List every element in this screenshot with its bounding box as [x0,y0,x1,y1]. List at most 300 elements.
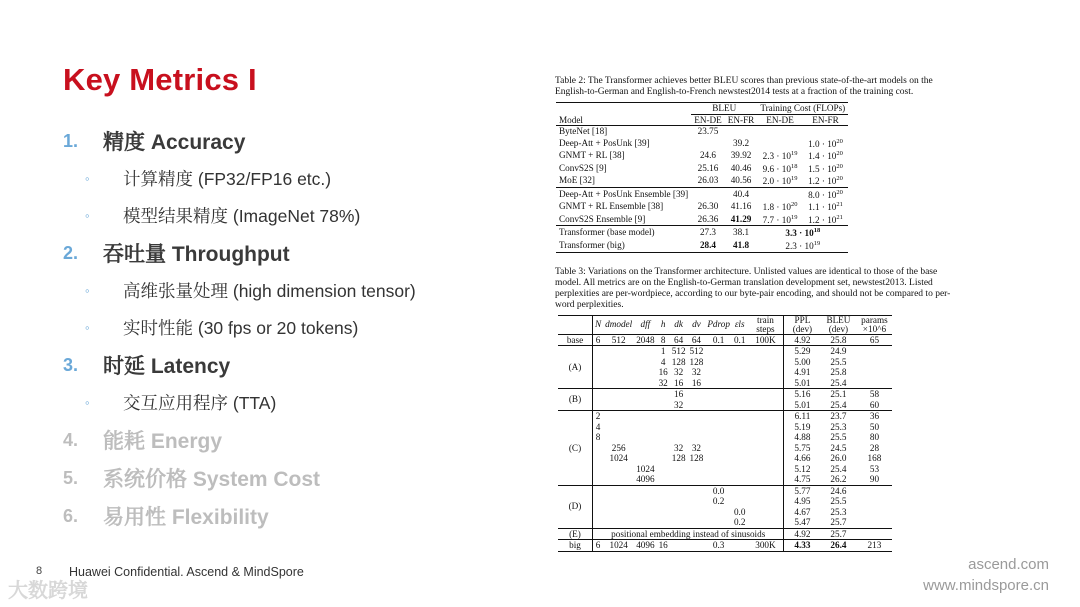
table2-cost-fr: $8.0 \cdot 10^{20}$ [803,187,848,200]
outline-item-2 [63,234,533,272]
table3-cell: 16 [691,377,702,388]
table-row [558,334,892,346]
table3-cell: 64 [688,334,706,346]
table3-cell [593,367,604,378]
table2-bleu-de [691,137,725,150]
footer-url-mindspore: www.mindspore.cn [923,577,1049,594]
table3-cell: 5.47 [794,517,811,528]
table3-cell: 4096 [636,540,655,551]
table3-cell [732,400,747,411]
table3-cell [705,389,732,400]
table3-cell [705,443,732,454]
table3-header: dv [688,315,706,334]
table3-cell [593,485,604,496]
table3-cell [634,507,656,518]
table3-cell [747,485,784,496]
table3-cell [593,507,604,518]
table3-cell [747,453,784,464]
outline-item-5 [63,459,533,497]
table3-cell [856,378,892,389]
table2-bleu-fr: 39.2 [733,137,750,148]
table2-model-cell: ConvS2S Ensemble [9] [559,213,646,224]
table3-cell: 60 [869,399,880,410]
table3-cell: 26.2 [830,474,847,485]
table3-cell [657,464,670,475]
table3-cell: 128 [689,453,704,464]
table2-model-cell: ConvS2S [9] [559,162,607,173]
table-row [556,149,848,162]
table3-cell: 4 [660,356,666,367]
outline-subitem-label: 模型结果精度 (ImageNet 78%) [123,206,361,226]
table3-cell [634,453,656,464]
table2-bleu-de: 24.6 [699,150,717,161]
table-row [558,432,892,443]
table2-cost-de [757,187,802,200]
outline-label: 系统价格 System Cost [103,468,321,491]
table3-cell [603,346,634,357]
table3-cell [657,507,670,518]
table3-cell [705,507,732,518]
table3-cell [657,422,670,433]
table3-cell: 128 [671,356,686,367]
table3-cell [732,389,747,400]
table3-cell: 16 [670,389,688,400]
outline-subitem-label: 实时性能 (30 fps or 20 tokens) [123,318,359,338]
table3-cell: 64 [670,334,688,346]
table3-cell: 512 [671,346,686,357]
outline-label: 时延 Latency [103,355,231,378]
table3-cell: 4 [595,421,601,432]
table3-cell [688,517,706,528]
table2-cost-de: $9.6 \cdot 10^{18}$ [762,162,798,174]
table3-cell: 25.3 [830,506,847,517]
table3-cell [634,517,656,528]
table-row [558,453,892,464]
table2-cost-de: $1.8 \cdot 10^{20}$ [762,201,798,213]
table3-cell [856,346,892,357]
bullet-icon: ◦ [85,208,90,223]
table3-cell: 5.77 [784,485,821,496]
table3-cell [634,357,656,368]
table3-cell: 65 [856,334,892,346]
table3-cell: 8 [595,432,601,443]
table3-cell [634,443,656,454]
table3-header: dk [670,315,688,334]
table2-bleu-de: 28.4 [691,239,725,252]
table3-cell: 36 [856,411,892,422]
outline-subitem-label: 计算精度 (FP32/FP16 etc.) [123,169,332,189]
table3-cell [688,422,706,433]
table2-bleu-header: BLEU [691,103,757,115]
table3-cell [688,485,706,496]
table3-cell [856,357,892,368]
table3-group-label: (E) [558,528,593,540]
table3-cell [603,378,634,389]
table3-cell [732,496,747,507]
table2-model-cell: Transformer (base model) [556,226,691,239]
table-row [558,485,892,496]
table3-cell: 5.01 [794,399,811,410]
table3-cell: 25.7 [820,528,856,540]
table3-cell [657,485,670,496]
table3-cell: positional embedding instead of sinusoids [593,528,784,540]
outline-number: 2. [63,242,79,263]
table3-header: N [593,315,604,334]
table2-bleu-de: 23.75 [691,126,725,137]
table3-group-label: big [558,540,593,552]
table3-cell [603,411,634,422]
table2-bleu-de: 26.36 [697,213,719,224]
table3-cell [732,464,747,475]
table2-bleu-de: 27.3 [691,226,725,239]
footer-confidential: Huawei Confidential. Ascend & MindSpore [69,565,304,579]
table3-cell [657,496,670,507]
table3-cell [670,474,688,485]
table2-cost: $3.3 \cdot 10^{18}$ [757,226,848,239]
table3-cell: 6 [593,334,604,346]
table3-cell: 25.8 [820,334,856,346]
outline-subitem [63,384,533,421]
table3-cell [603,422,634,433]
table3-cell: 4.33 [784,540,821,552]
table-row [556,187,848,200]
table2-model-cell: Deep-Att + PosUnk Ensemble [39] [556,187,691,200]
table3-cell [705,422,732,433]
table3-cell: 4.92 [784,528,821,540]
table3-cell [593,357,604,368]
table3-cell [657,411,670,422]
table3-cell [603,474,634,485]
table3-cell [732,367,747,378]
bullet-icon: ◦ [85,320,90,335]
table3-cell [705,411,732,422]
table-row [558,378,892,389]
table3-cell [705,464,732,475]
table-row [556,137,848,150]
table-row [558,540,892,552]
table3-cell [634,411,656,422]
table3-cell [688,432,706,443]
table-row [558,496,892,507]
table3-cell: 5.12 [794,463,811,474]
table2-bleu-de [691,187,725,200]
table3-cell: 16 [658,540,668,551]
bullet-icon: ◦ [85,171,90,186]
table3-cell [688,389,706,400]
table2-header-row [556,103,848,115]
page-number: 8 [36,565,43,577]
table3-cell [856,496,892,507]
table2-bleu-fr: 40.56 [730,175,752,186]
table3-cell: 90 [869,474,880,485]
table3-cell: 32 [691,367,702,378]
table3-cell: 5.16 [784,389,821,400]
outline-subitem [63,160,533,197]
table3-cell: 24.6 [820,485,856,496]
table3-cell [634,432,656,443]
table3-cell [705,378,732,389]
table3-cell [747,378,784,389]
table2-subheader: EN-DE [757,114,802,126]
table2-model-cell: GNMT + RL Ensemble [38] [559,201,664,212]
table3-header: train steps [747,315,784,334]
table3-cell [603,507,634,518]
table-row [556,239,848,252]
table-row [558,443,892,454]
table3-cell: 32 [674,442,684,453]
table2-cost-fr: $1.4 \cdot 10^{20}$ [808,150,843,162]
table3-cell [657,443,670,454]
table3-cell [670,411,688,422]
table3-cell: 28 [869,442,880,453]
table3-cell: 2048 [636,334,655,345]
table3-cell: 512 [689,346,704,357]
table2-cost-de [757,126,802,137]
table3-cell [603,485,634,496]
table2-bleu-fr: 41.8 [725,239,758,252]
table2-cost-fr: $1.2 \cdot 10^{21}$ [808,213,843,225]
table-row [558,464,892,475]
table3-cell [603,389,634,400]
table3-cell [657,432,670,443]
table3-cell [670,507,688,518]
table3-cell [603,432,634,443]
table2-cost-header: Training Cost (FLOPs) [757,103,848,115]
table3-cell: 26.4 [820,540,856,552]
table-row [558,507,892,518]
table3-cell [705,432,732,443]
outline-item-1 [63,122,533,160]
table3-cell [603,496,634,507]
table3-cell: 4.67 [794,506,811,517]
table3-cell: 5.01 [794,377,811,388]
table3-header: h [657,315,670,334]
table3-cell [593,443,604,454]
table3-header: BLEU (dev) [820,315,856,334]
outline-subitem [63,309,533,346]
table3-cell: 25.5 [830,432,847,443]
table3-cell: 0.0 [733,506,746,517]
table3-cell [747,443,784,454]
outline-number: 6. [63,505,79,526]
table2-bleu-fr: 41.16 [730,201,752,212]
table3-cell [657,453,670,464]
table3-cell: 25.1 [820,389,856,400]
table3-cell: 58 [856,389,892,400]
table2-bleu-de: 26.03 [697,175,719,186]
table3-cell [747,517,784,528]
table2-cost-de: $2.3 \cdot 10^{19}$ [762,150,798,162]
table2-model-cell: MoE [32] [559,175,595,186]
table3-cell: 50 [869,421,880,432]
table3-cell: 80 [869,432,880,443]
table-row [558,357,892,368]
table3-cell [705,453,732,464]
table3 [558,315,892,552]
table3-cell: 4.95 [794,496,811,507]
outline-number: 3. [63,354,79,375]
table3-cell [856,485,892,496]
table3-cell [747,346,784,357]
table3-header: PPL (dev) [784,315,821,334]
outline-item-4 [63,421,533,459]
table3-cell [593,464,604,475]
table3-corner [558,315,593,334]
table3-cell [747,432,784,443]
table2-cost-fr [803,126,848,137]
table3-header: εls [732,315,747,334]
table2-model-cell: GNMT + RL [38] [559,150,625,161]
table3-cell [705,367,732,378]
outline-label: 精度 Accuracy [103,131,246,154]
table3-cell: 25.3 [830,421,847,432]
table3-cell: 300K [747,540,784,552]
table3-cell: 32 [674,399,684,410]
table3-cell: 4.91 [794,367,811,378]
table-row [558,474,892,485]
table2-cost-fr: $1.5 \cdot 10^{20}$ [808,162,843,174]
table-row [558,517,892,528]
table3-cell [670,485,688,496]
table-row [558,528,892,540]
outline-subitem [63,197,533,234]
table3-cell [705,357,732,368]
table3-cell [634,485,656,496]
table-row [558,422,892,433]
table3-cell [603,517,634,528]
table3-cell [593,378,604,389]
table3-cell: 24.9 [820,346,856,357]
outline-label: 易用性 Flexibility [103,506,269,529]
table3-cell: 4.92 [784,334,821,346]
table3-cell [747,400,784,411]
table2-bleu-fr: 39.92 [730,150,752,161]
table3-cell [670,496,688,507]
table3-cell [705,474,732,485]
table2-model-cell: ByteNet [18] [556,126,691,137]
table3-cell [856,528,892,540]
table3-cell [688,400,706,411]
table2 [556,102,848,253]
table3-cell: 128 [671,453,686,464]
table3-cell [688,540,706,552]
table3-header: Pdrop [705,315,732,334]
table3-group-label: (B) [558,389,593,411]
table3-cell [593,389,604,400]
paper-tables [552,76,962,552]
table3-cell [670,540,688,552]
table3-cell [747,389,784,400]
table3-cell: 5.29 [784,346,821,357]
table3-group-label: (A) [558,346,593,389]
table-row [556,126,848,137]
table3-cell: 25.4 [830,463,847,474]
table3-cell [856,517,892,528]
table2-model-cell: Deep-Att + PosUnk [39] [559,137,650,148]
table3-cell [688,464,706,475]
table3-cell: 6 [593,540,604,552]
table2-bleu-de: 25.16 [697,162,719,173]
table3-cell [603,400,634,411]
table3-cell: 25.4 [830,377,847,388]
table3-header: dmodel [603,315,634,334]
table3-cell [634,496,656,507]
table3-cell [705,400,732,411]
outline-label: 吞吐量 Throughput [103,243,290,266]
table3-cell [593,346,604,357]
outline-number: 1. [63,130,79,151]
table3-cell: 168 [867,453,882,464]
table3-cell [634,400,656,411]
table3-cell: 5.19 [794,421,811,432]
table3-cell [732,411,747,422]
table2-model-header: Model [556,103,691,126]
table3-caption: Table 3: Variations on the Transformer architecture. Unlisted values are identical to those of the base model. All metrics are on the English-to-German translation development set, newstest2013. Listed perplexities are per-wordpiece, according to our byte-pair encoding, and should not be compared to per-word perplexities. [555,266,951,310]
table3-cell [634,367,656,378]
table3-cell [634,422,656,433]
table3-cell [603,464,634,475]
table3-cell [856,507,892,518]
table2-cost-de [757,137,802,150]
table3-header: dff [634,315,656,334]
table2-bleu-fr: 41.29 [730,213,752,224]
table3-cell [732,432,747,443]
table-row [556,213,848,226]
outline-subitem [63,272,533,309]
table-row [558,411,892,422]
table-row [556,162,848,175]
table3-cell [603,367,634,378]
table3-cell [747,507,784,518]
table3-cell: 53 [869,463,880,474]
table2-cost-fr: $1.0 \cdot 10^{20}$ [808,137,843,149]
table3-cell: 16 [674,377,684,388]
table3-cell [593,453,604,464]
outline-label: 能耗 Energy [103,430,223,453]
table3-cell: 25.8 [830,367,847,378]
table3-cell [732,453,747,464]
table3-cell [670,517,688,528]
table3-cell: 0.3 [705,540,732,552]
table2-bleu-fr: 40.4 [725,187,758,200]
table3-cell [705,346,732,357]
table2-bleu-fr: 40.46 [730,162,752,173]
table3-cell: 4.66 [794,453,811,464]
table2-bleu-fr: 38.1 [725,226,758,239]
outline-subitem-label: 交互应用程序 (TTA) [123,393,277,413]
table2-cost-de: $7.7 \cdot 10^{19}$ [762,213,798,225]
table2-model-cell: Transformer (big) [556,239,691,252]
table3-cell: 25.4 [830,399,847,410]
table3-cell: 25.5 [830,356,847,367]
table3-cell [657,474,670,485]
table3-cell: 128 [689,356,704,367]
table3-cell [747,464,784,475]
table-row [558,389,892,400]
table3-cell: 0.0 [705,485,732,496]
table3-cell: 1024 [603,540,634,552]
outline-subitem-label: 高维张量处理 (high dimension tensor) [123,281,416,301]
table3-cell: 6.11 [784,411,821,422]
table3-cell [670,432,688,443]
table3-cell: 8 [657,334,670,346]
table3-cell [670,464,688,475]
table3-cell: 1024 [609,453,628,464]
table-row [556,200,848,213]
table3-cell: 26.0 [830,453,847,464]
bullet-icon: ◦ [85,283,90,298]
table3-cell [593,517,604,528]
